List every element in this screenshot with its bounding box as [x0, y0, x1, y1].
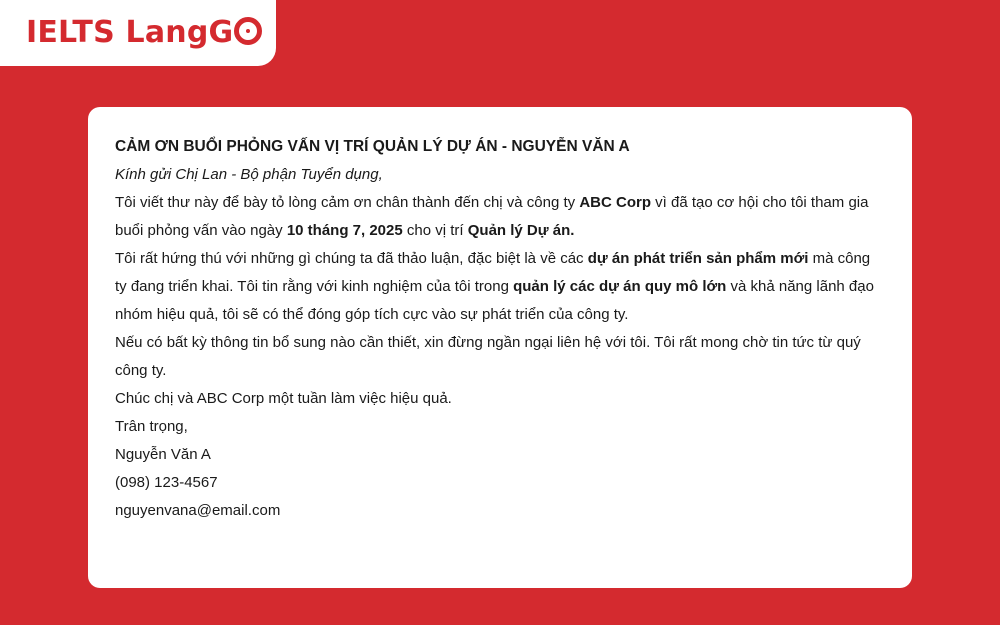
contact-phone: (098) 123-4567 [115, 474, 218, 491]
p2-text-a: Tôi rất hứng thú với những gì chúng ta đã thảo luận, đặc biệt là về các [115, 250, 588, 267]
p2-text-b: mà công ty đang triển khai. Tôi tin rằng với kinh nghiệm của tôi trong [115, 250, 871, 295]
p1-text-a: Tôi viết thư này để bày tỏ lòng cảm ơn chân thành đến chị và công ty [115, 194, 580, 211]
p2-experience: quản lý các dự án quy mô lớn [513, 278, 727, 295]
brand-logo [26, 13, 262, 53]
p2-text-c: và khả năng lãnh đạo nhóm hiệu quả, tôi sẽ có thể đóng góp tích cực vào sự phát triển của công ty. [115, 278, 874, 323]
letter-greeting: Kính gửi Chị Lan - Bộ phận Tuyển dụng, [115, 166, 383, 183]
logo-o-icon [234, 17, 262, 45]
p2-projects: dự án phát triển sản phẩm mới [587, 250, 809, 267]
brand-logo-box [0, 0, 276, 66]
letter-paragraph-1 [115, 189, 875, 245]
contact-email: nguyenvana@email.com [115, 502, 281, 519]
letter-paragraph-4: Chúc chị và ABC Corp một tuần làm việc hiệu quả. [115, 390, 452, 407]
brand-logo-text: IELTS LangG [26, 15, 234, 50]
p1-text-b: vì đã tạo cơ hội cho tôi tham gia buổi phỏng vấn vào ngày [115, 194, 869, 239]
letter-closing: Trân trọng, [115, 418, 188, 435]
p1-text-c: cho vị trí [402, 222, 468, 239]
letter-paragraph-2 [115, 245, 875, 329]
letter-paragraph-3: Nếu có bất kỳ thông tin bổ sung nào cần thiết, xin đừng ngần ngại liên hệ với tôi. Tôi rất mong chờ tin tức từ quý công ty. [115, 334, 861, 379]
letter-title: CẢM ƠN BUỔI PHỎNG VẤN VỊ TRÍ QUẢN LÝ DỰ ÁN - NGUYỄN VĂN A [115, 138, 630, 155]
p1-position: Quản lý Dự án. [467, 222, 575, 239]
letter-body [115, 133, 875, 525]
p1-company: ABC Corp [579, 194, 651, 211]
letter-card [88, 107, 912, 588]
p1-date: 10 tháng 7, 2025 [286, 222, 403, 239]
signature-name: Nguyễn Văn A [115, 446, 211, 463]
